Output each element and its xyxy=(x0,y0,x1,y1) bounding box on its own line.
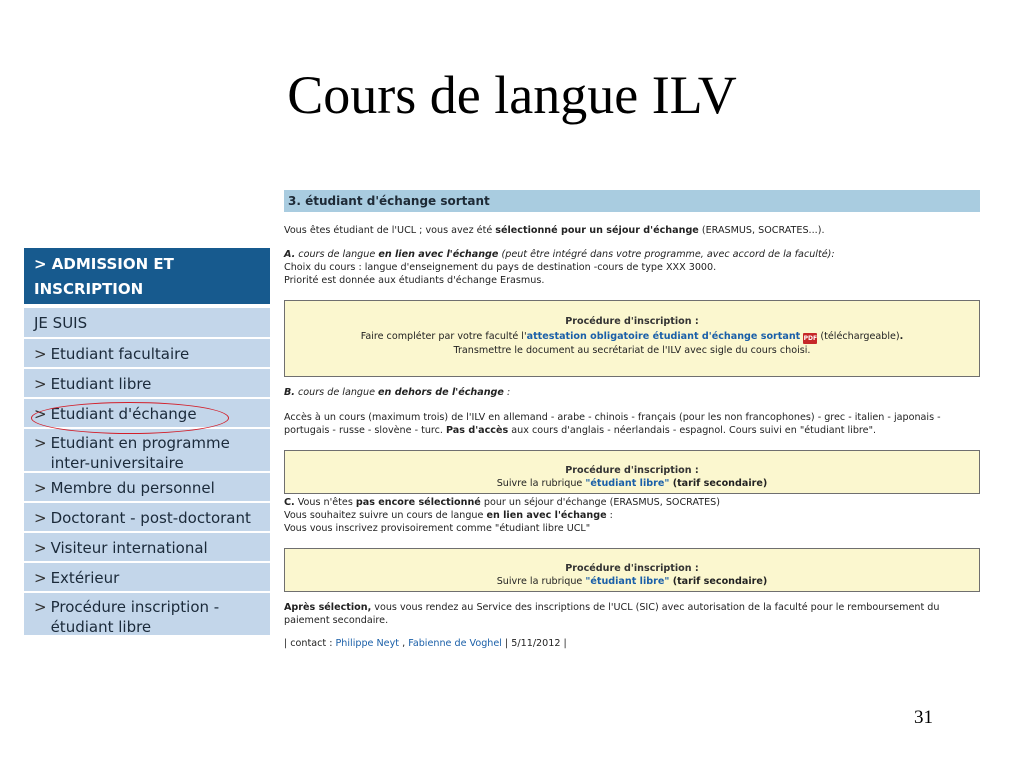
sidebar-item-label: Doctorant - post-doctorant xyxy=(50,509,251,527)
sidebar-header[interactable] xyxy=(24,248,270,304)
section-b-bold: Pas d'accès xyxy=(446,425,509,436)
arrow-icon: > xyxy=(34,405,47,423)
intro-part: Vous êtes étudiant de l'UCL ; vous avez été xyxy=(284,225,496,236)
sidebar-item-label: Membre du personnel xyxy=(50,479,215,497)
sidebar-section-label: JE SUIS xyxy=(34,314,88,332)
procedure-line xyxy=(285,477,979,490)
procedure-box-b xyxy=(284,450,980,494)
sidebar-item-label: Visiteur international xyxy=(50,539,208,557)
section-header: 3. étudiant d'échange sortant xyxy=(284,190,980,212)
procedure-title: Procédure d'inscription : xyxy=(565,465,699,476)
procedure-text: (téléchargeable) xyxy=(817,331,900,342)
contact-link-neyt[interactable]: Philippe Neyt xyxy=(335,638,400,649)
contact-line xyxy=(284,637,980,650)
after-text: vous vous rendez au Service des inscriptions de l'UCL (SIC) avec autorisation de la faculté pour le remboursement du paiement secondaire. xyxy=(284,602,940,626)
section-b-heading xyxy=(284,386,980,399)
pdf-icon[interactable]: PDF xyxy=(803,335,818,342)
sidebar-item-label: Extérieur xyxy=(50,569,120,587)
procedure-text: Suivre la rubrique xyxy=(496,478,586,489)
after-bold: Après sélection, xyxy=(284,602,372,613)
sidebar-item-label: Etudiant d'échange xyxy=(50,405,197,423)
section-a-bold: en lien avec l'échange xyxy=(378,249,499,260)
section-b-text: : xyxy=(503,387,511,398)
section-a-text: cours de langue xyxy=(295,249,379,260)
arrow-icon: > xyxy=(34,509,47,527)
procedure-bold: (tarif secondaire) xyxy=(669,576,768,587)
procedure-text: Suivre la rubrique xyxy=(496,576,586,587)
contact-separator: , xyxy=(399,638,409,649)
sidebar-header-line1: > ADMISSION ET xyxy=(34,255,174,273)
slide-number: 31 xyxy=(914,707,933,728)
arrow-icon: > xyxy=(34,539,47,557)
procedure-box-a xyxy=(284,300,980,377)
section-c-line3: Vous vous inscrivez provisoirement comme "étudiant libre UCL" xyxy=(284,523,591,534)
section-c-text: : xyxy=(606,510,613,521)
sidebar-item-programme-inter-universitaire[interactable] xyxy=(24,429,270,473)
sidebar-item-label: Etudiant en programme inter-universitaire xyxy=(50,434,230,472)
arrow-icon: > xyxy=(34,345,47,363)
attestation-link[interactable]: attestation obligatoire étudiant d'échange sortant xyxy=(526,331,801,342)
procedure-line xyxy=(285,575,979,588)
sidebar-item-exterieur[interactable] xyxy=(24,563,270,593)
procedure-box-c xyxy=(284,548,980,592)
section-c-text: Vous souhaitez suivre un cours de langue xyxy=(284,510,487,521)
sidebar-nav xyxy=(24,248,270,637)
sidebar-item-etudiant-libre[interactable] xyxy=(24,369,270,399)
sidebar-item-doctorant[interactable] xyxy=(24,503,270,533)
etudiant-libre-link[interactable]: "étudiant libre" xyxy=(585,576,670,587)
sidebar-header-line2: INSCRIPTION xyxy=(34,280,144,298)
arrow-icon: > xyxy=(34,598,47,616)
procedure-title: Procédure d'inscription : xyxy=(565,563,699,574)
intro-part: (ERASMUS, SOCRATES...). xyxy=(698,225,825,236)
sidebar-item-visiteur-international[interactable] xyxy=(24,533,270,563)
procedure-text: Faire compléter par votre faculté l' xyxy=(360,331,527,342)
sidebar-item-etudiant-echange[interactable] xyxy=(24,399,270,429)
section-b-text: aux cours d'anglais - néerlandais - espagnol. Cours suivi en "étudiant libre". xyxy=(508,425,877,436)
section-a-line2: Choix du cours : langue d'enseignement du pays de destination -cours de type XXX 3000. xyxy=(284,262,717,273)
contact-label: | contact : xyxy=(284,638,336,649)
arrow-icon: > xyxy=(34,375,47,393)
section-letter: B. xyxy=(284,387,295,398)
section-a-text: (peut être intégré dans votre programme, avec accord de la faculté): xyxy=(498,249,835,260)
section-a-line3: Priorité est donnée aux étudiants d'échange Erasmus. xyxy=(284,275,545,286)
arrow-icon: > xyxy=(34,569,47,587)
sidebar-item-procedure-etudiant-libre[interactable] xyxy=(24,593,270,637)
section-c-line2 xyxy=(284,509,980,522)
sidebar-item-etudiant-facultaire[interactable] xyxy=(24,339,270,369)
sidebar-item-label: Etudiant libre xyxy=(50,375,152,393)
contact-date: | 5/11/2012 | xyxy=(501,638,567,649)
section-letter: C. xyxy=(284,497,295,508)
section-b-text: cours de langue xyxy=(294,387,379,398)
intro-text xyxy=(284,224,980,237)
section-c-text: Vous n'êtes xyxy=(294,497,356,508)
section-c-text: pour un séjour d'échange (ERASMUS, SOCRATES) xyxy=(480,497,721,508)
sidebar-item-label: Procédure inscription - étudiant libre xyxy=(50,598,220,636)
section-b-bold: en dehors de l'échange xyxy=(378,387,504,398)
section-a-heading xyxy=(284,248,980,261)
sidebar-item-membre-personnel[interactable] xyxy=(24,473,270,503)
section-c-heading xyxy=(284,496,980,509)
arrow-icon: > xyxy=(34,479,47,497)
procedure-bold: (tarif secondaire) xyxy=(669,478,768,489)
etudiant-libre-link[interactable]: "étudiant libre" xyxy=(585,478,670,489)
contact-link-de-voghel[interactable]: Fabienne de Voghel xyxy=(408,638,502,649)
procedure-text: . xyxy=(899,331,904,342)
intro-bold: sélectionné pour un séjour d'échange xyxy=(495,225,699,236)
section-b-body xyxy=(284,411,980,437)
arrow-icon: > xyxy=(34,434,47,452)
main-content xyxy=(284,190,980,650)
section-letter: A. xyxy=(284,249,296,260)
procedure-title: Procédure d'inscription : xyxy=(565,316,699,327)
slide-title: Cours de langue ILV xyxy=(287,65,737,125)
sidebar-section-je-suis xyxy=(24,308,270,339)
section-c-bold: pas encore sélectionné xyxy=(355,497,481,508)
procedure-line2: Transmettre le document au secrétariat de l'ILV avec sigle du cours choisi. xyxy=(453,345,811,356)
section-c-bold: en lien avec l'échange xyxy=(486,510,607,521)
procedure-line xyxy=(285,330,979,344)
after-selection-text xyxy=(284,601,980,627)
section-b-text: Accès à un cours (maximum trois) de l'ILV en allemand - arabe - chinois - français (pour les non francophones) - grec - italien - japonais - portugais - russe - slovène - turc. xyxy=(284,412,941,436)
sidebar-item-label: Etudiant facultaire xyxy=(50,345,190,363)
